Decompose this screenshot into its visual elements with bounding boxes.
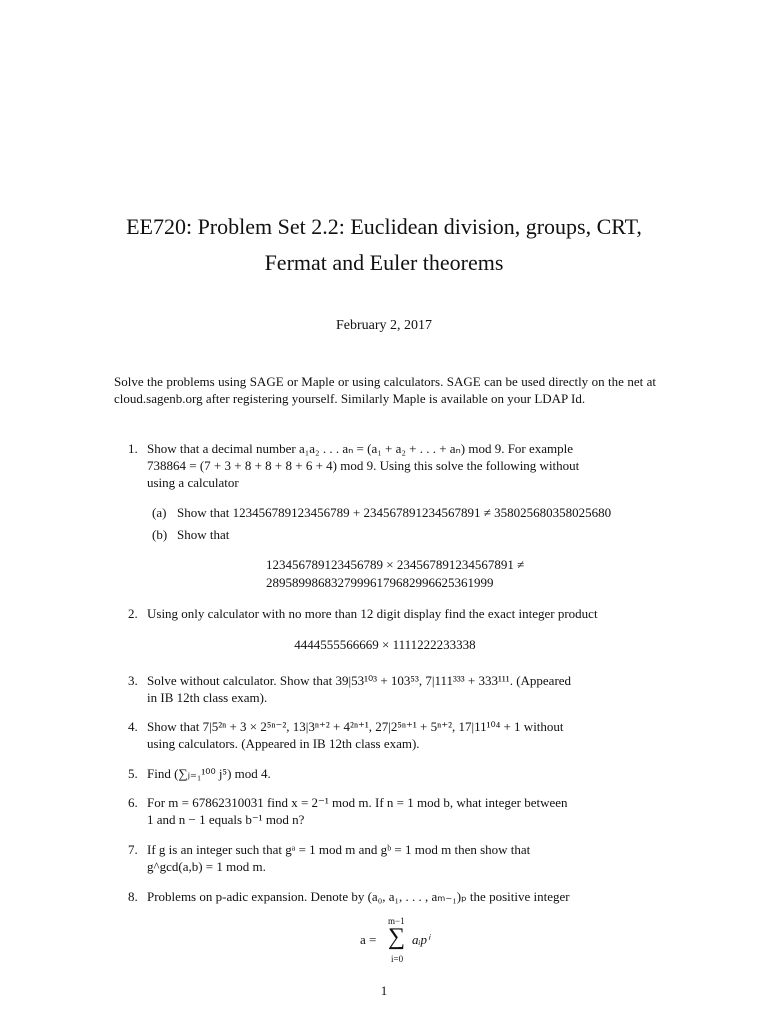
problem-text-line: g^gcd(a,b) = 1 mod m. xyxy=(147,859,266,874)
problem-text-line: Solve without calculator. Show that 39|53¹⁰³ + 103⁵³, 7|111³³³ + 333¹¹¹. (Appeared xyxy=(147,673,572,688)
problem-text-line: in IB 12th class exam). xyxy=(147,690,268,705)
problem-number: 5. xyxy=(128,766,138,781)
problem-number: 2. xyxy=(128,606,138,621)
subproblem-label: (b) xyxy=(152,527,168,542)
sum-body: aᵢpⁱ xyxy=(412,932,430,947)
document-date: February 2, 2017 xyxy=(335,318,433,333)
summation-sign: ∑ xyxy=(388,924,406,950)
problem-number: 3. xyxy=(128,673,138,688)
display-equation-1b xyxy=(266,556,524,592)
intro-paragraph: Solve the problems using SAGE or Maple or using calculators. SAGE can be used directly on the net at cloud.sagenb.org after registering yourself. Similarly Maple is available on your LDAP Id. xyxy=(114,374,656,406)
problem-number: 6. xyxy=(128,795,138,810)
page-number: 1 xyxy=(380,983,388,998)
title-line-1: EE720: Problem Set 2.2: Euclidean division, groups, CRT, xyxy=(126,214,642,239)
problem-1a xyxy=(152,504,656,521)
title-line-2: Fermat and Euler theorems xyxy=(264,250,504,275)
problem-text-line: Show that a decimal number a₁a₂ . . . aₙ = (a₁ + a₂ + . . . + aₙ) mod 9. For example xyxy=(147,441,574,456)
subproblem-label: (a) xyxy=(152,505,167,520)
problem-1b xyxy=(152,526,656,543)
problem-text-line: Show that 7|5²ⁿ + 3 × 2⁵ⁿ⁻², 13|3ⁿ⁺² + 4²ⁿ⁺¹, 27|2⁵ⁿ⁺¹ + 5ⁿ⁺², 17|11¹⁰⁴ + 1 without xyxy=(147,719,564,734)
problem-text-line: 738864 = (7 + 3 + 8 + 8 + 8 + 6 + 4) mod 9. Using this solve the following without xyxy=(147,458,580,473)
equation-line: 123456789123456789 × 234567891234567891 ≠ xyxy=(266,557,525,572)
sum-upper-limit: m−1 xyxy=(388,916,405,926)
display-equation-2: 4444555566669 × 1111222233338 xyxy=(294,637,476,652)
problem-text-line: Using only calculator with no more than 12 digit display find the exact integer product xyxy=(147,606,598,621)
subproblem-text: Show that 123456789123456789 + 234567891234567891 ≠ 358025680358025680 xyxy=(177,505,612,520)
display-equation-8 xyxy=(356,916,466,966)
problem-text-line: For m = 67862310031 find x = 2⁻¹ mod m. If n = 1 mod b, what integer between xyxy=(147,795,568,810)
problem-text-line: Problems on p-adic expansion. Denote by (a₀, a₁, . . . , aₘ₋₁)ₚ the positive integer xyxy=(147,889,570,904)
problem-number: 4. xyxy=(128,719,138,734)
problem-text-line: 1 and n − 1 equals b⁻¹ mod n? xyxy=(147,812,305,827)
problem-text-line: using a calculator xyxy=(147,475,239,490)
problem-number: 8. xyxy=(128,889,138,904)
sum-lower-limit: i=0 xyxy=(391,954,404,964)
problem-text-line: If g is an integer such that gᵃ = 1 mod m and gᵇ = 1 mod m then show that xyxy=(147,842,531,857)
document-title xyxy=(100,209,668,281)
subproblem-text: Show that xyxy=(177,527,230,542)
problem-text-line: using calculators. (Appeared in IB 12th class exam). xyxy=(147,736,420,751)
equation-line: 28958998683279996179682996625361999 xyxy=(266,575,494,590)
equation-lhs: a = xyxy=(360,932,377,947)
problem-text-line: Find (∑ⱼ₌₁¹⁰⁰ j⁵) mod 4. xyxy=(147,766,271,781)
problem-number: 1. xyxy=(128,441,138,456)
problem-number: 7. xyxy=(128,842,138,857)
